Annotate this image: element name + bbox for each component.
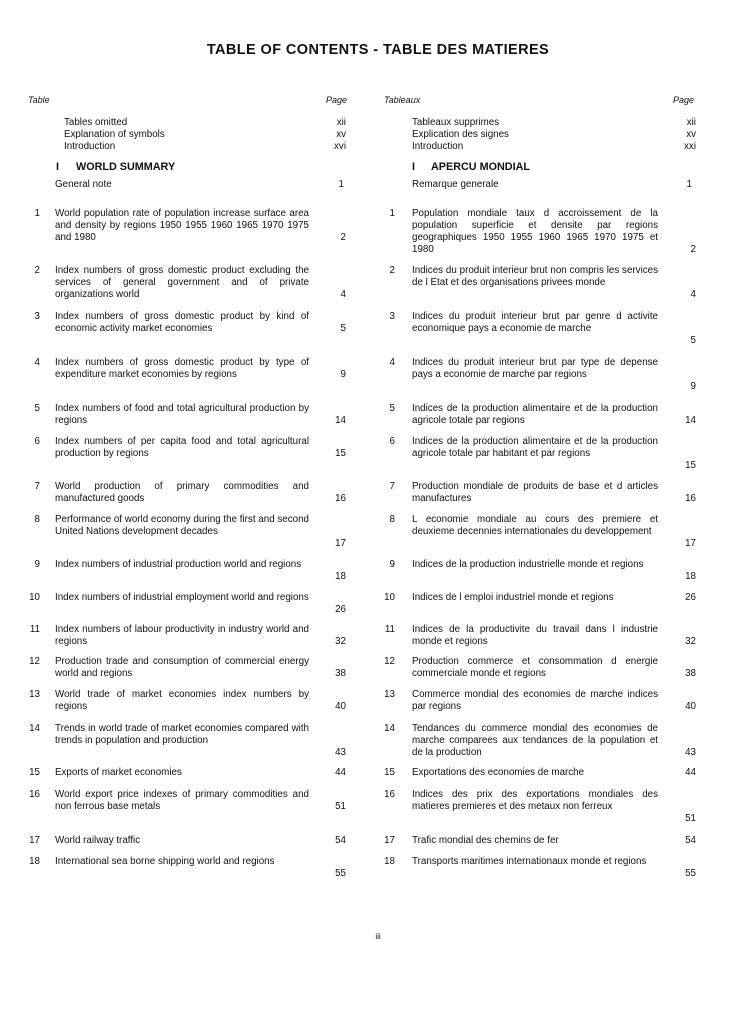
entry-page: 16 (685, 493, 696, 504)
entry-number: 16 (384, 789, 395, 800)
entry-title: Indices des prix des exportations mondiales des matieres premieres et des metaux non ferreux (412, 789, 658, 812)
left-table-header: Table (28, 95, 50, 105)
front-matter-label: Introduction (412, 141, 464, 152)
entry-title: Tendances du commerce mondial des economies de marche comparees aux tendances de la population et de la production (412, 723, 658, 758)
entry-number: 13 (29, 689, 40, 700)
entry-page: 26 (685, 592, 696, 603)
entry-title: Indices du produit interieur brut non compris les services de l Etat et des organisations privees monde (412, 265, 658, 288)
front-matter-label: Tableaux supprimes (412, 117, 500, 128)
entry-title: World population rate of population increase surface area and density by regions 1950 1955 1960 1965 1970 1975 and 1980 (55, 208, 309, 243)
entry-page: 40 (335, 701, 346, 712)
entry-title: World railway traffic (55, 835, 141, 846)
entry-number: 1 (389, 208, 395, 219)
entry-number: 8 (389, 514, 395, 525)
entry-title: Exportations des economies de marche (412, 767, 585, 778)
entry-title: Index numbers of industrial production world and regions (55, 559, 302, 570)
general-note-label: Remarque generale (412, 179, 499, 190)
entry-number: 6 (389, 436, 395, 447)
entry-number: 2 (34, 265, 40, 276)
entry-number: 15 (384, 767, 395, 778)
entry-page: 54 (685, 835, 696, 846)
entry-number: 16 (29, 789, 40, 800)
entry-page: 2 (690, 244, 696, 255)
entry-number: 3 (34, 311, 40, 322)
entry-page: 43 (335, 747, 346, 758)
front-matter-label: Explanation of symbols (64, 129, 165, 140)
entry-page: 18 (685, 571, 696, 582)
entry-page: 38 (685, 668, 696, 679)
section-number: I (56, 161, 59, 173)
entry-page: 9 (340, 369, 346, 380)
entry-page: 55 (685, 868, 696, 879)
entry-number: 7 (389, 481, 395, 492)
entry-title: Indices du produit interieur brut par genre d activite economique pays a economie de marche (412, 311, 658, 334)
front-matter-page: xv (686, 129, 696, 140)
french-entries (377, 0, 698, 1024)
entry-page: 14 (685, 415, 696, 426)
entry-number: 9 (389, 559, 395, 570)
front-matter-page: xii (686, 117, 696, 128)
entry-page: 38 (335, 668, 346, 679)
entry-number: 4 (34, 357, 40, 368)
right-page-header: Page (673, 95, 695, 105)
entry-title: Index numbers of gross domestic product by kind of economic activity market economies (55, 311, 309, 334)
page-title: TABLE OF CONTENTS - TABLE DES MATIERES (206, 42, 550, 58)
entry-page: 55 (335, 868, 346, 879)
entry-title: Commerce mondial des economies de marche indices par regions (412, 689, 658, 712)
entry-title: Production commerce et consommation d energie commerciale monde et regions (412, 656, 658, 679)
entry-number: 7 (34, 481, 40, 492)
entry-number: 14 (29, 723, 40, 734)
entry-number: 2 (389, 265, 395, 276)
entry-page: 9 (690, 381, 696, 392)
entry-number: 3 (389, 311, 395, 322)
entry-title: World trade of market economies index numbers by regions (55, 689, 309, 712)
entry-page: 40 (685, 701, 696, 712)
entry-page: 18 (335, 571, 346, 582)
entry-title: Indices de la productivite du travail dans l industrie monde et regions (412, 624, 658, 647)
entry-title: Indices de la production industrielle monde et regions (412, 559, 644, 570)
entry-number: 14 (384, 723, 395, 734)
entry-number: 10 (384, 592, 395, 603)
section-title: APERCU MONDIAL (431, 161, 530, 173)
entry-title: Performance of world economy during the first and second United Nations development decades (55, 514, 309, 537)
entry-title: World production of primary commodities and manufactured goods (55, 481, 309, 504)
entry-title: Production trade and consumption of commercial energy world and regions (55, 656, 309, 679)
general-note-page: 1 (686, 179, 692, 190)
entry-title: Trafic mondial des chemins de fer (412, 835, 559, 846)
entry-page: 32 (685, 636, 696, 647)
entry-page: 4 (340, 289, 346, 300)
entry-number: 8 (34, 514, 40, 525)
entry-page: 44 (335, 767, 346, 778)
entry-page: 15 (685, 460, 696, 471)
entry-number: 12 (384, 656, 395, 667)
entry-number: 11 (384, 624, 395, 635)
entry-number: 4 (389, 357, 395, 368)
front-matter-label: Introduction (64, 141, 116, 152)
entry-title: Transports maritimes internationaux monde et regions (412, 856, 647, 867)
left-page-header: Page (326, 95, 348, 105)
front-matter-page: xv (336, 129, 346, 140)
entry-page: 51 (685, 813, 696, 824)
entry-page: 51 (335, 801, 346, 812)
entry-number: 6 (34, 436, 40, 447)
entry-number: 13 (384, 689, 395, 700)
entry-page: 14 (335, 415, 346, 426)
entry-page: 5 (340, 323, 346, 334)
entry-page: 26 (335, 604, 346, 615)
entry-title: Indices de la production alimentaire et de la production agricole totale par habitant et par regions (412, 436, 658, 459)
entry-number: 1 (34, 208, 40, 219)
section-number: I (412, 161, 415, 173)
entry-number: 17 (29, 835, 40, 846)
entry-number: 5 (34, 403, 40, 414)
entry-number: 18 (29, 856, 40, 867)
entry-title: Index numbers of gross domestic product by type of expenditure market economies by regions (55, 357, 309, 380)
entry-page: 16 (335, 493, 346, 504)
entry-number: 12 (29, 656, 40, 667)
entry-title: Indices du produit interieur brut par type de depense pays a economie de marche par regions (412, 357, 658, 380)
entry-page: 4 (690, 289, 696, 300)
entry-title: Index numbers of labour productivity in industry world and regions (55, 624, 309, 647)
entry-page: 5 (690, 335, 696, 346)
entry-number: 17 (384, 835, 395, 846)
entry-page: 32 (335, 636, 346, 647)
entry-page: 17 (335, 538, 346, 549)
general-note-label: General note (55, 179, 112, 190)
entry-number: 10 (29, 592, 40, 603)
entry-page: 2 (340, 232, 346, 243)
entry-title: Index numbers of per capita food and total agricultural production by regions (55, 436, 309, 459)
entry-page: 54 (335, 835, 346, 846)
entry-title: World export price indexes of primary commodities and non ferrous base metals (55, 789, 309, 812)
entry-number: 5 (389, 403, 395, 414)
entry-page: 43 (685, 747, 696, 758)
entry-title: Trends in world trade of market economies compared with trends in population and production (55, 723, 309, 746)
section-title: WORLD SUMMARY (76, 161, 176, 173)
front-matter-label: Explication des signes (412, 129, 509, 140)
entry-number: 11 (29, 624, 40, 635)
entry-title: Index numbers of gross domestic product excluding the services of general government and of private organizations world (55, 265, 309, 300)
entry-number: 15 (29, 767, 40, 778)
entry-title: Index numbers of industrial employment world and regions (55, 592, 309, 603)
entry-number: 9 (34, 559, 40, 570)
page-number: iii (375, 932, 381, 941)
english-entries (22, 0, 358, 1024)
entry-page: 15 (335, 448, 346, 459)
entry-title: Indices de l emploi industriel monde et regions (412, 592, 614, 603)
entry-title: Exports of market economies (55, 767, 182, 778)
entry-page: 44 (685, 767, 696, 778)
entry-title: Population mondiale taux d accroissement de la population superficie et densite par regions geographiques 1950 1955 1960 1965 1970 1975 et 1980 (412, 208, 658, 255)
entry-number: 18 (384, 856, 395, 867)
entry-title: L economie mondiale au cours des premiere et deuxieme decennies internationales du developpement (412, 514, 658, 537)
front-matter-page: xxi (684, 141, 696, 152)
general-note-page: 1 (338, 179, 344, 190)
entry-page: 17 (685, 538, 696, 549)
entry-title: International sea borne shipping world and regions (55, 856, 275, 867)
entry-title: Indices de la production alimentaire et de la production agricole totale par regions (412, 403, 658, 426)
entry-title: Index numbers of food and total agricultural production by regions (55, 403, 309, 426)
entry-title: Production mondiale de produits de base et d articles manufactures (412, 481, 658, 504)
front-matter-page: xvi (334, 141, 346, 152)
front-matter-label: Tables omitted (64, 117, 128, 128)
front-matter-page: xii (336, 117, 346, 128)
right-table-header: Tableaux (384, 95, 421, 105)
